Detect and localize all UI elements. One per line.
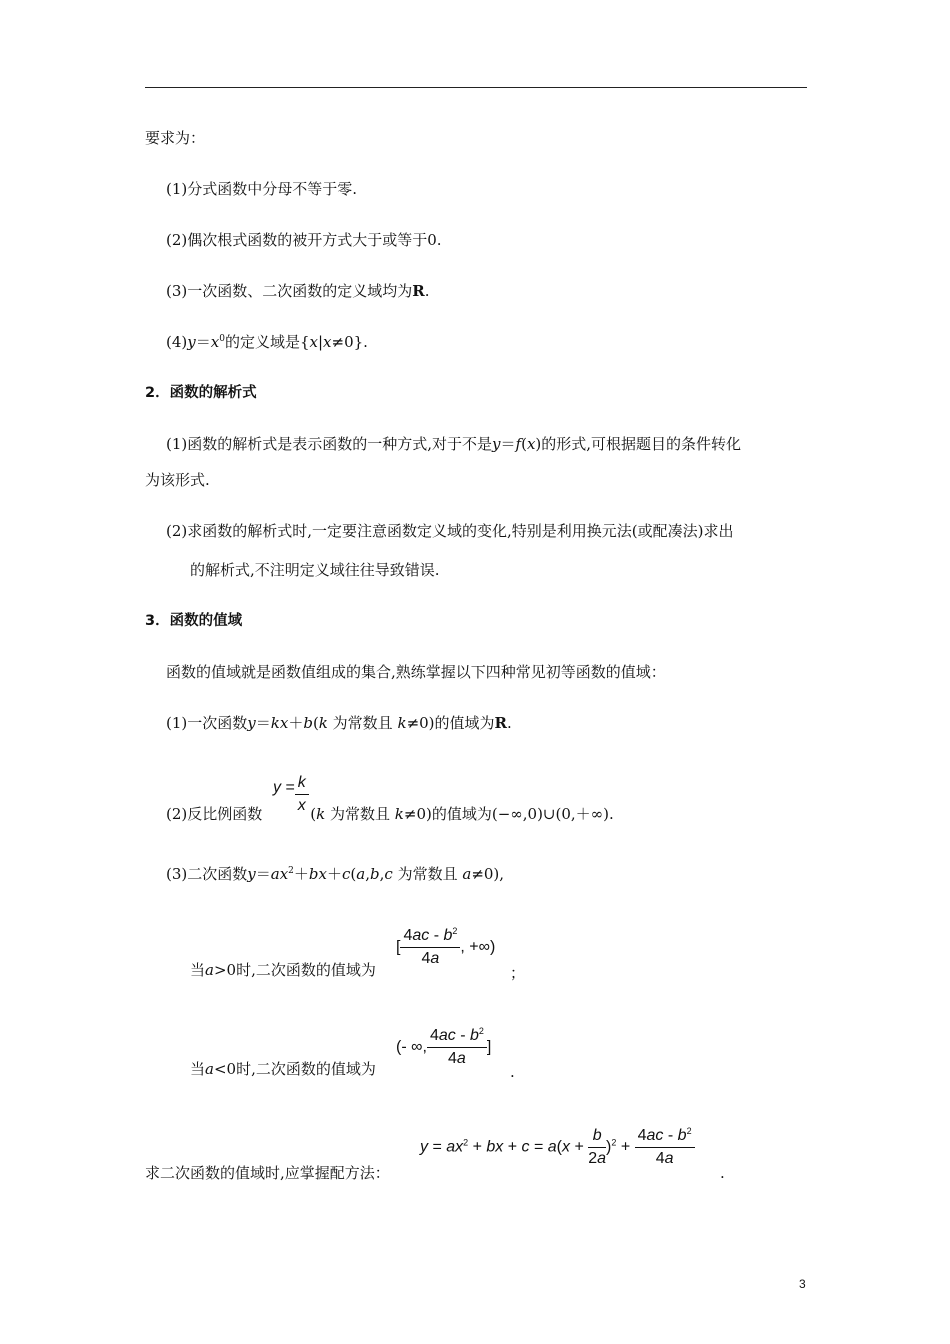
- s3-pos: 当a>0时,二次函数的值域为: [190, 961, 376, 979]
- s2-p2a: (2)求函数的解析式时,一定要注意函数定义域的变化,特别是利用换元法(或配凑法)求出: [166, 522, 734, 540]
- section-3-title: 3．函数的值域: [145, 613, 243, 629]
- req-1: (1)分式函数中分母不等于零.: [166, 180, 358, 198]
- req-4-num: (4): [166, 333, 188, 351]
- s3-neg: 当a<0时,二次函数的值域为: [190, 1060, 376, 1078]
- s3-i3a: (3)二次函数: [166, 865, 248, 883]
- req-4-end: ≠0}.: [331, 333, 368, 351]
- header-rule: [145, 87, 807, 88]
- s2-p2b: 的解析式,不注明定义域往往导致错误.: [190, 561, 440, 579]
- req-3-text: (3)一次函数、二次函数的定义域均为: [166, 282, 413, 300]
- req-3-set: R: [412, 282, 425, 300]
- s3-neg-b: <0时,二次函数的值域为: [213, 1060, 376, 1078]
- s3-i1c: ≠0)的值域为: [406, 714, 495, 732]
- s3-pos-a: 当: [190, 961, 206, 979]
- s3-item-3: (3)二次函数$y=ax^2+bx+c(a,b,c$ 为常数且 a≠0),: [166, 865, 505, 883]
- s3-i2a: (2)反比例函数: [166, 805, 263, 823]
- formula-range-positive: [ $\frac{4ac - b^2}{4a}$ , +∞): [396, 926, 496, 967]
- s3-item-2: (2)反比例函数 (k 为常数且 k≠0)的值域为(−∞,0)∪(0,＋∞).: [166, 805, 614, 823]
- req-2: (2)偶次根式函数的被开方式大于或等于0.: [166, 231, 442, 249]
- s2-p1a: (1)函数的解析式是表示函数的一种方式,对于不是: [166, 435, 493, 453]
- s3-i2b: 为常数且: [329, 805, 390, 823]
- s3-i1b: 为常数且: [332, 714, 393, 732]
- s2-p1b: 的形式,可根据题目的条件转化: [541, 435, 742, 453]
- s2-p1: (1)函数的解析式是表示函数的一种方式,对于不是y＝f(x)的形式,可根据题目的条件转化: [166, 435, 742, 453]
- req-3: (3)一次函数、二次函数的定义域均为R.: [166, 282, 430, 300]
- page-number: 3: [799, 1277, 806, 1291]
- formula-range-negative: (- ∞, $\frac{4ac - b^2}{4a}$ ]: [396, 1026, 492, 1067]
- formula-inverse: y = $\frac{k}{x}$: [273, 772, 309, 817]
- s3-i3b: 为常数且: [397, 865, 458, 883]
- s2-p1c: 为该形式.: [145, 471, 210, 489]
- req-4: $(4)y=x^0$的定义域是{x|x≠0}.: [166, 333, 368, 351]
- s3-method: 求二次函数的值域时,应掌握配方法：: [145, 1164, 390, 1182]
- s3-i1a: (1)一次函数: [166, 714, 248, 732]
- formula-completing-square: $y = ax^2$ + bx + c = a(x + $\frac{b}{2a}$ )$^2$ + $\frac{4ac - b^2}{4a}$: [420, 1125, 695, 1170]
- s3-item-1: (1)一次函数y＝kx＋b(k 为常数且 k≠0)的值域为R.: [166, 714, 512, 732]
- s3-intro: 函数的值域就是函数值组成的集合,熟练掌握以下四种常见初等函数的值域：: [166, 663, 666, 681]
- s3-pos-end: ；: [510, 964, 526, 982]
- s3-i3c: ≠0),: [471, 865, 505, 883]
- s3-neg-a: 当: [190, 1060, 206, 1078]
- section-2-title: 2．函数的解析式: [145, 385, 257, 401]
- s3-neg-end: .: [510, 1063, 515, 1081]
- s3-i2c: ≠0)的值域为(−∞,0)∪(0,＋∞).: [403, 805, 614, 823]
- s3-pos-b: >0时,二次函数的值域为: [213, 961, 376, 979]
- req-4-text: 的定义域是{: [224, 333, 310, 351]
- s3-method-end: .: [720, 1164, 725, 1182]
- intro-text: 要求为：: [145, 129, 206, 147]
